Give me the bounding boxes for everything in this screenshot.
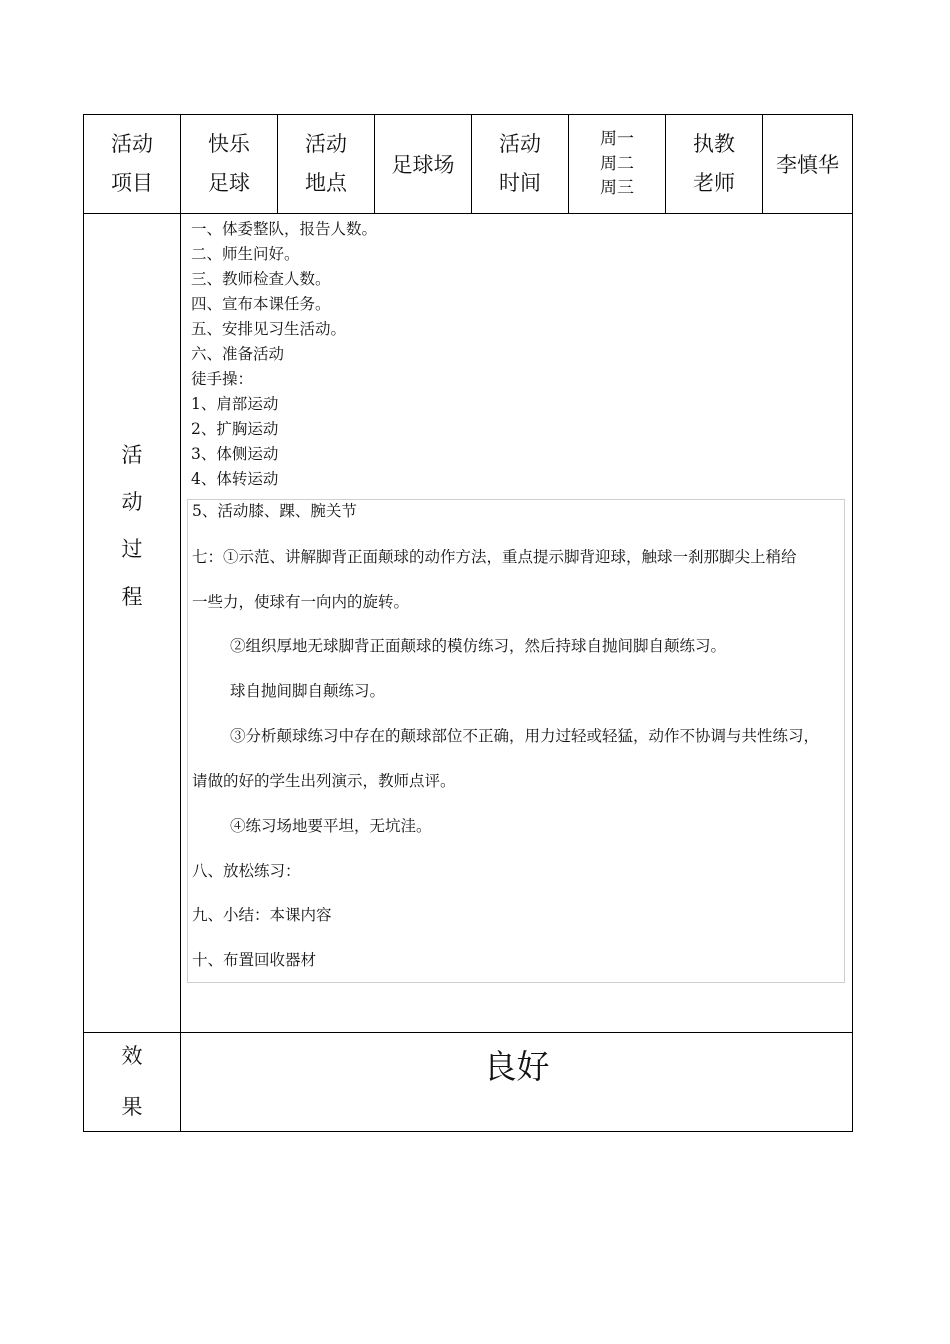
time-value-day3: 周三 <box>600 178 634 199</box>
teacher-value-cell <box>763 115 853 214</box>
detail-line: ③分析颠球练习中存在的颠球部位不正确，用力过轻或轻猛，动作不协调与共性练习， <box>230 727 820 745</box>
detail-line: 九、小结：本课内容 <box>192 906 332 924</box>
process-label-char3: 过 <box>121 537 143 562</box>
place-label-cell <box>278 115 375 214</box>
time-value-day2: 周二 <box>600 153 634 174</box>
detail-line: 八、放松练习： <box>192 862 301 880</box>
place-label-line2: 地点 <box>305 171 347 195</box>
process-step: 四、宣布本课任务。 <box>191 295 331 313</box>
effect-value: 良好 <box>483 1047 550 1086</box>
item-value-line1: 快乐 <box>208 131 250 156</box>
detail-line: 请做的好的学生出列演示，教师点评。 <box>192 772 456 790</box>
process-step: 徒手操： <box>191 370 254 388</box>
teacher-value: 李慎华 <box>776 153 839 177</box>
process-content-cell <box>181 214 853 1033</box>
header-row <box>84 115 853 214</box>
time-value-cell <box>569 115 666 214</box>
detail-line: 十、布置回收器材 <box>192 951 317 969</box>
process-label-char2: 动 <box>121 490 143 515</box>
process-step: 六、准备活动 <box>191 345 285 363</box>
time-label-line1: 活动 <box>499 131 541 156</box>
activity-form-table <box>83 114 853 1132</box>
detail-line: 5、活动膝、踝、腕关节 <box>192 502 357 520</box>
teacher-label-cell <box>666 115 763 214</box>
process-step: 二、师生问好。 <box>191 245 300 263</box>
place-label-line1: 活动 <box>305 131 347 156</box>
process-label-cell <box>84 214 181 1033</box>
teacher-label-line2: 老师 <box>693 171 735 195</box>
detail-line: ②组织厚地无球脚背正面颠球的模仿练习，然后持球自抛间脚自颠练习。 <box>230 637 727 655</box>
time-value-day1: 周一 <box>600 129 634 150</box>
process-step: 4、体转运动 <box>191 470 279 488</box>
detail-line: 一些力，使球有一向内的旋转。 <box>192 593 410 611</box>
process-detail-box <box>187 499 845 983</box>
effect-row <box>84 1033 853 1132</box>
process-step: 五、安排见习生活动。 <box>191 320 347 338</box>
time-label-line2: 时间 <box>499 171 541 195</box>
process-step: 一、体委整队，报告人数。 <box>191 220 378 238</box>
item-value-line2: 足球 <box>208 171 250 195</box>
detail-line: ④练习场地要平坦，无坑洼。 <box>230 817 432 835</box>
process-step: 三、教师检查人数。 <box>191 270 331 288</box>
item-label-line2: 项目 <box>111 171 153 195</box>
place-value-cell <box>375 115 472 214</box>
process-row <box>84 214 853 1033</box>
process-step: 1、肩部运动 <box>191 395 279 413</box>
effect-label-char2: 果 <box>121 1095 143 1119</box>
detail-line: 球自抛间脚自颠练习。 <box>230 682 386 700</box>
process-step: 2、扩胸运动 <box>191 420 279 438</box>
effect-label-cell <box>84 1033 181 1132</box>
item-label-line1: 活动 <box>111 131 153 156</box>
effect-value-cell <box>181 1033 853 1132</box>
process-step: 3、体侧运动 <box>191 445 279 463</box>
process-label-char4: 程 <box>121 584 143 609</box>
item-value-cell <box>181 115 278 214</box>
detail-line: 七：①示范、讲解脚背正面颠球的动作方法，重点提示脚背迎球，触球一刹那脚尖上稍给 <box>192 548 797 566</box>
process-label-char1: 活 <box>121 443 143 467</box>
place-value: 足球场 <box>391 153 455 177</box>
item-label-cell <box>84 115 181 214</box>
process-step-list <box>191 217 377 492</box>
teacher-label-line1: 执教 <box>693 131 735 156</box>
time-label-cell <box>472 115 569 214</box>
effect-label-char1: 效 <box>121 1043 143 1068</box>
